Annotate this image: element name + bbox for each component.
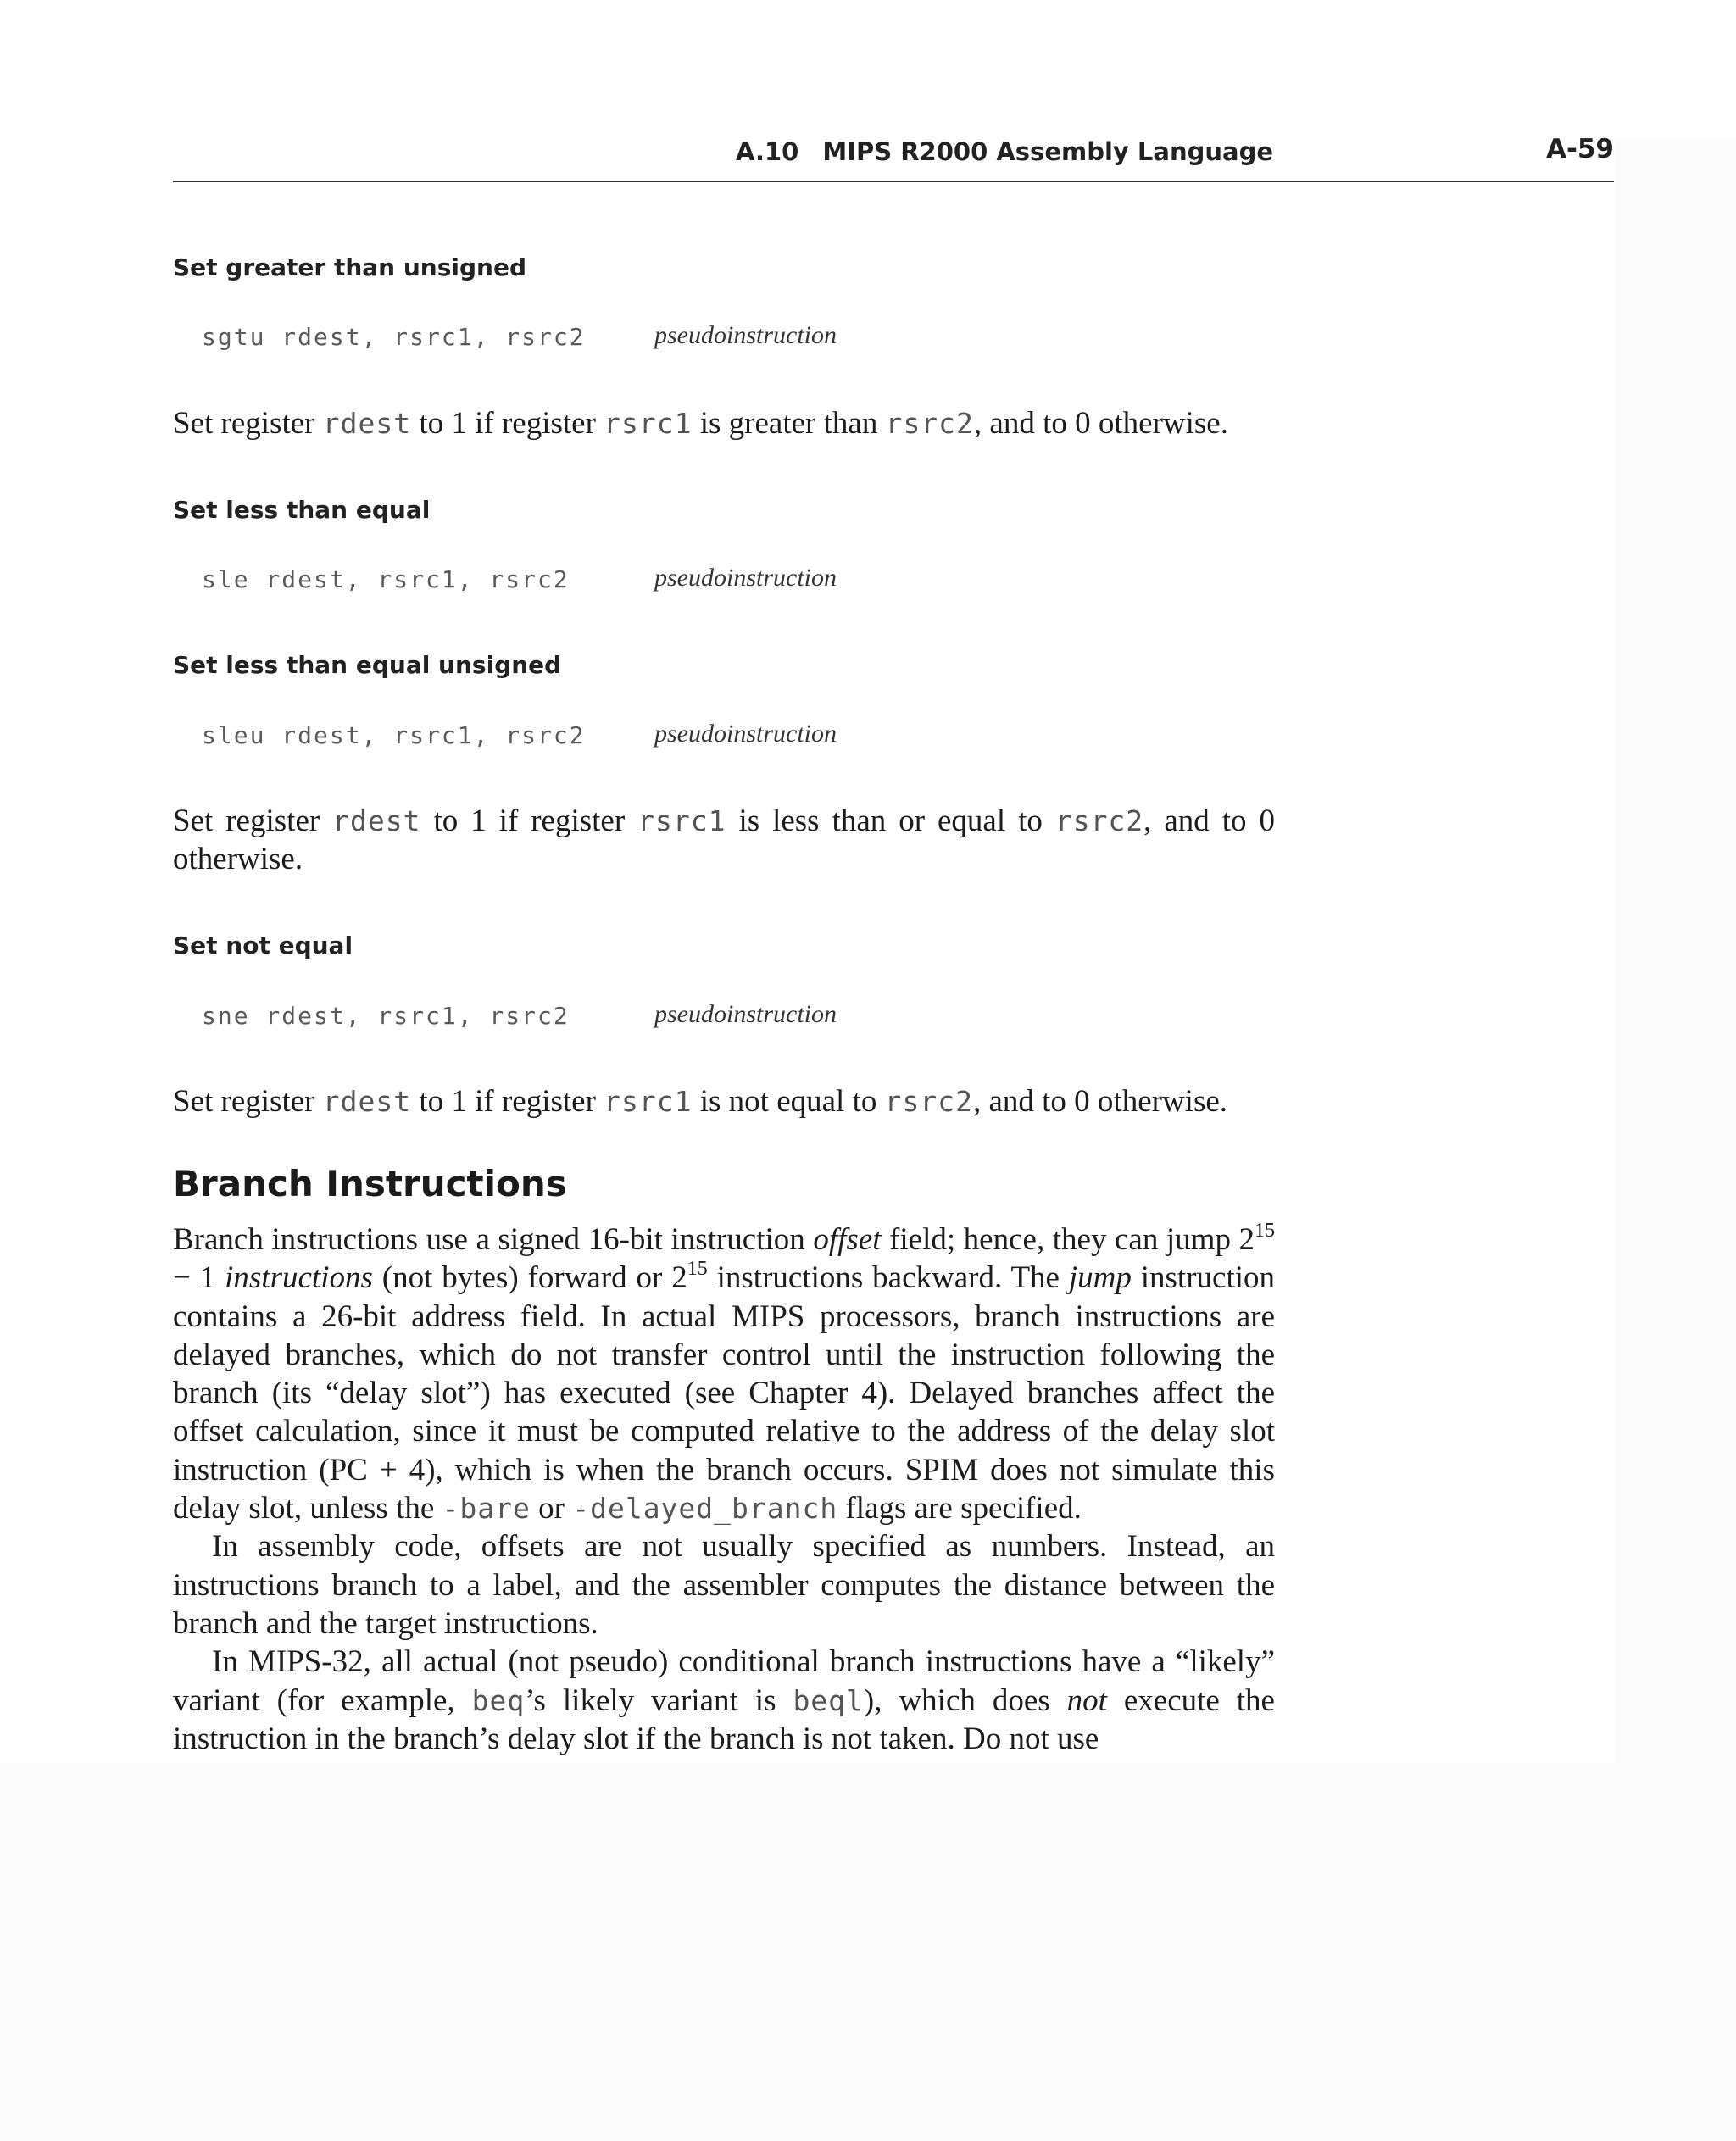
para-code: beql — [793, 1683, 864, 1717]
desc-code: rsrc1 — [637, 804, 726, 837]
paragraph-1 — [173, 1221, 1275, 1527]
para-text: Branch instructions use a signed 16-bit instruction — [173, 1222, 814, 1257]
instruction-heading: Set not equal — [173, 931, 353, 959]
para-emphasis: jump — [1068, 1260, 1132, 1296]
desc-code: rsrc2 — [884, 1085, 973, 1118]
desc-text: to 1 if register — [411, 406, 604, 441]
desc-text: , and to 0 otherwise. — [972, 1084, 1228, 1119]
desc-text: to 1 if register — [420, 804, 638, 838]
para-emphasis: offset — [813, 1222, 882, 1257]
desc-code: rdest — [322, 407, 412, 440]
instruction-note: pseudoinstruction — [654, 720, 837, 748]
superscript: 15 — [1255, 1219, 1275, 1242]
desc-text: to 1 if register — [411, 1084, 604, 1119]
instruction-syntax: sgtu rdest, rsrc1, rsrc2 — [202, 323, 586, 351]
page-bottom-shade — [0, 1763, 1736, 2141]
desc-text: , and to 0 otherwise. — [973, 406, 1228, 441]
instruction-syntax: sle rdest, rsrc1, rsrc2 — [202, 565, 570, 593]
section-number: A.10 — [735, 137, 799, 166]
desc-text: is less than or equal to — [726, 804, 1055, 838]
desc-text: is not equal to — [692, 1084, 885, 1119]
para-code: beq — [471, 1683, 526, 1717]
para-text: − 1 — [173, 1260, 225, 1296]
para-text: or — [530, 1491, 573, 1527]
desc-text: Set register — [173, 406, 323, 441]
instruction-syntax: sleu rdest, rsrc1, rsrc2 — [202, 721, 586, 749]
para-emphasis: not — [1066, 1682, 1107, 1718]
desc-code: rdest — [322, 1085, 412, 1118]
para-text: (not bytes) forward or 2 — [372, 1260, 687, 1296]
header-rule — [173, 181, 1614, 182]
running-header — [173, 127, 1614, 183]
header-section — [736, 137, 1273, 166]
para-text: instruction contains a 26-bit address field. In actual MIPS processors, branch instructions are delayed branches, which do not transfer control until the instruction following the branch (its “delay slot”) has executed (see Chapter 4). Delayed branches affect the offset calculation, since it must be computed relative to the address of the delay slot instruction (PC + 4), which is when the branch occurs. SPIM does not simulate this delay slot, unless the — [173, 1260, 1276, 1527]
instruction-heading: Set greater than unsigned — [173, 253, 526, 281]
instruction-heading: Set less than equal unsigned — [173, 651, 562, 679]
para-code: -bare — [442, 1492, 531, 1526]
page-number: A-59 — [1546, 134, 1614, 164]
para-text: In MIPS-32, all actual (not pseudo) conditional branch instructions have a “likely” variant (for example, — [173, 1644, 1275, 1718]
instruction-description — [173, 1082, 1275, 1121]
instruction-note: pseudoinstruction — [654, 1000, 837, 1028]
paragraph-2: In assembly code, offsets are not usually specified as numbers. Instead, an instructions branch to a label, and the assembler computes the distance between the branch and the target instructions. — [173, 1529, 1275, 1641]
desc-text: Set register — [173, 1084, 323, 1119]
desc-code: rsrc2 — [1054, 804, 1144, 837]
instruction-description — [173, 404, 1275, 442]
desc-code: rsrc2 — [885, 407, 974, 440]
instruction-heading: Set less than equal — [173, 496, 431, 524]
desc-text: Set register — [173, 804, 333, 838]
paragraph-3 — [173, 1643, 1275, 1758]
desc-code: rsrc1 — [604, 1085, 693, 1118]
para-text: flags are specified. — [837, 1491, 1082, 1527]
para-text: execute the instruction in the branch’s delay slot if the branch is not taken. Do not use — [173, 1682, 1275, 1756]
branch-text — [173, 1221, 1275, 1758]
instruction-note: pseudoinstruction — [654, 321, 837, 349]
section-heading: Branch Instructions — [173, 1163, 567, 1204]
para-text: ’s likely variant is — [525, 1682, 793, 1718]
para-code: -delayed_branch — [572, 1492, 838, 1526]
para-emphasis: instructions — [225, 1260, 373, 1296]
instruction-description — [173, 802, 1275, 879]
instruction-syntax: sne rdest, rsrc1, rsrc2 — [202, 1002, 570, 1030]
desc-code: rdest — [332, 804, 421, 837]
desc-text: is greater than — [692, 406, 886, 441]
desc-text: , and to 0 otherwise. — [173, 804, 1276, 877]
superscript: 15 — [687, 1257, 708, 1280]
para-text: ), which does — [863, 1682, 1067, 1718]
section-title: MIPS R2000 Assembly Language — [822, 137, 1273, 166]
instruction-note: pseudoinstruction — [654, 564, 837, 592]
desc-code: rsrc1 — [604, 407, 693, 440]
para-text: instructions backward. The — [707, 1260, 1069, 1296]
para-text: field; hence, they can jump 2 — [881, 1222, 1255, 1257]
